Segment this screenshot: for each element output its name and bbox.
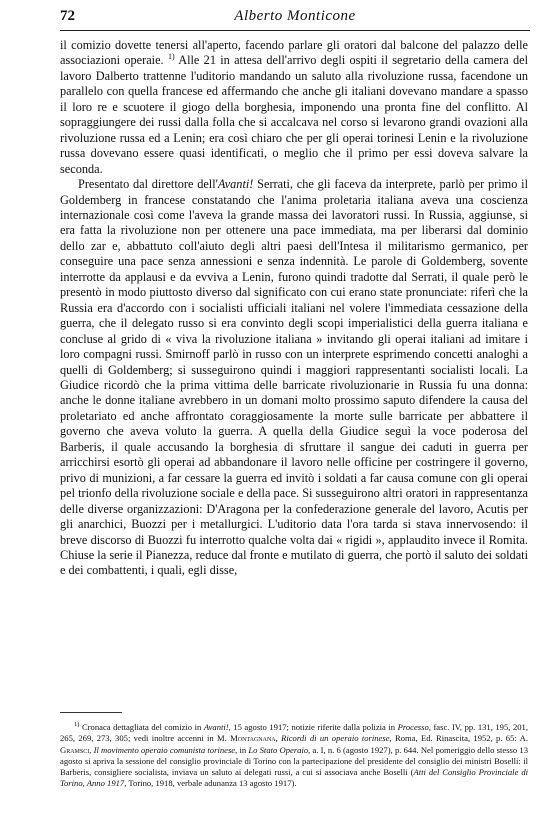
paragraph-2-start: Presentato dal direttore dell' [78,177,218,192]
page-header [60,6,530,31]
footnote-italic: Processo [397,722,429,732]
footnote-1 [60,722,528,790]
page-number: 72 [60,8,75,24]
footnote-italic: Avanti! [203,722,229,732]
newspaper-title: Avanti! [217,177,254,192]
footnote-divider [60,712,122,713]
footnote-text: , fasc. IV, pp. 131, 195, 201, 265, 269, 273, 305; vedi inoltre accenni in M. [60,722,528,744]
footnote-text: , in [235,744,249,755]
footnote-text: Cronaca dettagliata del comizio in [79,722,204,732]
author-name: Montagnana [230,733,276,744]
footnote-text: , 15 agosto 1917; notizie riferite dalla polizia in [228,722,398,732]
paragraph-1-rest: Alle 21 in attesa dell'arrivo degli ospiti il segretario della camera del lavoro Dalberto trattenne l'uditorio mandando un saluto alla rivoluzione russa, facendone un parallelo con quella francese ed affermando che anche gli italiani dovevano mandare a spasso il loro re e scuotere il giogo della borghesia, imponendo una pronta fine del conflitto. Al sopraggiungere dei russi dalla folla che si accalcava nel corso si levarono grandi ovazioni alla rivoluzione russa ed a Lenin; era così chiaro che per gli operai torinesi Lenin e la rivoluzione russa dovevano essere quasi identificati, o meglio che il primo per essi doveva salvare la seconda. [60,53,528,176]
footnote-italic: Il movimento operaio comunista torinese [93,744,236,755]
footnote-text: , a. I, n. 6 (agosto 1927), p. 644. Nel pomeriggio dello stesso 13 agosto si apriva la sessione del consiglio provinciale di Torino con la partecipazione del presidente del consiglio dei ministri Boselli: il Barberis, consigliere socialista, inviava un saluto ai delegati russi, a cui si associava anche Boselli ( [60,744,528,778]
paragraph-1 [60,38,528,177]
footnote-text: , Roma, Ed. Rinascita, 1952, p. 65: A. [389,733,528,744]
footnotes [60,722,528,790]
footnote-text: , [275,733,282,744]
author-name: Gramsci [60,744,90,755]
running-head: Alberto Monticone [234,8,356,24]
paragraph-2 [60,177,528,579]
footnote-text: , [89,744,94,755]
footnote-italic: Atti del Consiglio Provinciale di Torino, Anno 1917 [60,767,528,789]
footnote-italic: Lo Stato Operaio [248,744,309,755]
footnote-italic: Ricordi di un operaio torinese [281,733,390,744]
footnote-reference[interactable]: 1) [167,52,175,62]
footnote-marker: 1) [74,721,80,729]
paragraph-1-start: il comizio dovette tenersi all'aperto, facendo parlare gli oratori dal balcone del palazzo delle associazioni operaie. [60,38,528,68]
paragraph-2-rest: Serrati, che gli faceva da interprete, parlò per primo il Goldemberg in francese constatando che l'anima proletaria italiana aveva una coscienza internazionale così come l'aveva la grande massa dei lavoratori russi. In Russia, aggiunse, si era fatta la rivoluzione non per ottenere una pace immediata, ma per liberarsi dal dominio dello zar e, abbattuto coll'aiuto degli altri paesi dell'Intesa il militarismo germanico, per conseguire una pace senza annessioni e senza indennità. Le parole di Goldemberg, sovente interrotte da applausi e da evviva a Lenin, furono quindi tradotte dal Serrati, il quale però le presentò in modo piuttosto diverso dal significato con cui erano state pronunciate: riferì che la Russia era d'accordo con i socialisti ufficiali italiani nel volere l'immediata cessazione della guerra, che il delegato russo si era convinto degli scopi imperialistici della guerra italiana e concluse al grido di « viva la rivoluzione italiana » invitando gli operai italiani ad imitare i loro compagni russi. Smirnoff parlò in russo con un interprete esprimendo concetti analoghi a quelli di Goldemberg; si susseguirono quindi i maggiori rappresentanti socialisti locali. La Giudice ricordò che la prima vittima delle barricate rivoluzionarie in Russia fu una donna: anche le donne italiane avrebbero in un domani molto prossimo saputo difendere la causa del proletariato ed anche affrontato coraggiosamente la morte sulle barricate per abbattere il governo che aveva voluto la guerra. A quella della Giudice seguì la voce poderosa del Barberis, il quale accusando la borghesia di sfruttare il sangue dei caduti in guerra per arricchirsi esortò gli operai ad abbandonare il lavoro nelle officine per costringere il governo, privo di munizioni, a far cessare la guerra ed invitò i soldati a far causa comune con gli operai pel trionfo della rivoluzione sociale e della pace. Si susseguirono altri oratori in rappresentanza delle diverse organizzazioni: D'Aragona per la confederazione generale del lavoro, Acutis per gli anarchici, Buozzi per i metallurgici. L'uditorio data l'ora tarda si stava innervosendo: il breve discorso di Buozzi fu interrotto qualche volta dai « rigidi », applaudito invece il Romita. Chiuse la serie il Pianezza, reduce dal fronte e mutilato di guerra, che portò il saluto dei soldati e dei combattenti, i quali, egli disse, [60,177,528,578]
main-text [60,38,528,579]
footnote-text: , Torino, 1918, verbale adunanza 13 agosto 1917). [124,778,297,789]
